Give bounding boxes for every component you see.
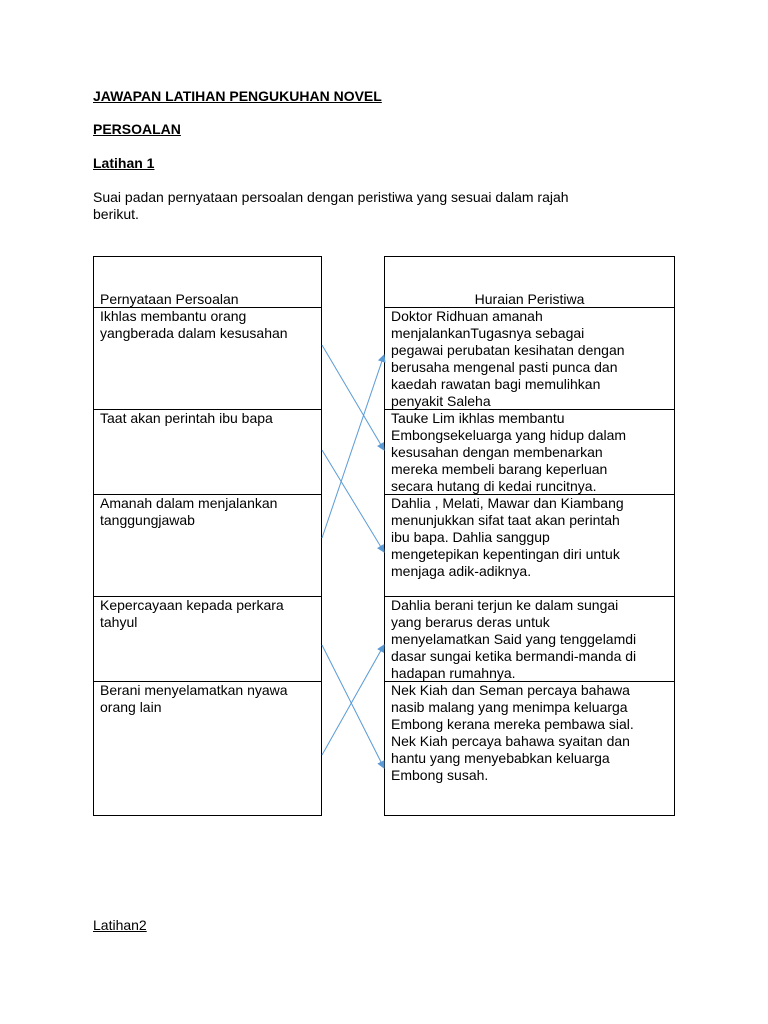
left-row-2: Taat akan perintah ibu bapa — [94, 410, 321, 495]
instruction-line-1: Suai padan pernyataan persoalan dengan peristiwa yang sesuai dalam rajah — [93, 189, 569, 205]
arrow-row2-to-row3 — [322, 450, 384, 552]
left-table-header: Pernyataan Persoalan — [94, 257, 321, 308]
arrow-row1-to-row2 — [322, 345, 384, 450]
right-row-3: Dahlia , Melati, Mawar dan Kiambang menunjukkan sifat taat akan perintah ibu bapa. Dahlia sanggup mengetepikan kepentingan diri untuk menjaga adik-adiknya. — [385, 495, 674, 597]
right-row-2: Tauke Lim ikhlas membantu Embongsekeluarga yang hidup dalam kesusahan dengan membenarkan mereka membeli barang keperluan secara hutang di kedai runcitnya. — [385, 410, 674, 495]
left-row-5: Berani menyelamatkan nyawa orang lain — [100, 682, 288, 715]
instruction-line-2: berikut. — [93, 206, 139, 222]
right-row-1: Doktor Ridhuan amanah menjalankanTugasnya sebagai pegawai perubatan kesihatan dengan berusaha mengenal pasti punca dan kaedah rawatan bagi memulihkan penyakit Saleha — [385, 308, 674, 410]
arrow-row3-to-row1 — [322, 355, 384, 538]
arrow-row5-to-row4 — [322, 645, 384, 755]
left-row-1: Ikhlas membantu orang yangberada dalam kesusahan — [94, 308, 321, 410]
left-row-3: Amanah dalam menjalankan tanggungjawab — [94, 495, 321, 597]
exercise-1-heading: Latihan 1 — [93, 155, 155, 171]
right-table-header: Huraian Peristiwa — [385, 257, 674, 308]
exercise-2-heading: Latihan2 — [93, 917, 147, 933]
right-row-4: Dahlia berani terjun ke dalam sungai yang berarus deras untuk menyelamatkan Said yang tenggelamdi dasar sungai ketika bermandi-manda di hadapan rumahnya. — [385, 597, 674, 682]
arrow-row4-to-row5 — [322, 645, 384, 768]
section-heading: PERSOALAN — [93, 121, 181, 137]
document-title: JAWAPAN LATIHAN PENGUKUHAN NOVEL — [93, 88, 382, 104]
right-row-5: Nek Kiah dan Seman percaya bahawa nasib malang yang menimpa keluarga Embong kerana mereka pembawa sial. Nek Kiah percaya bahawa syaitan dan hantu yang menyebabkan keluarga Embong susah. — [391, 682, 634, 783]
left-row-4: Kepercayaan kepada perkara tahyul — [94, 597, 321, 682]
